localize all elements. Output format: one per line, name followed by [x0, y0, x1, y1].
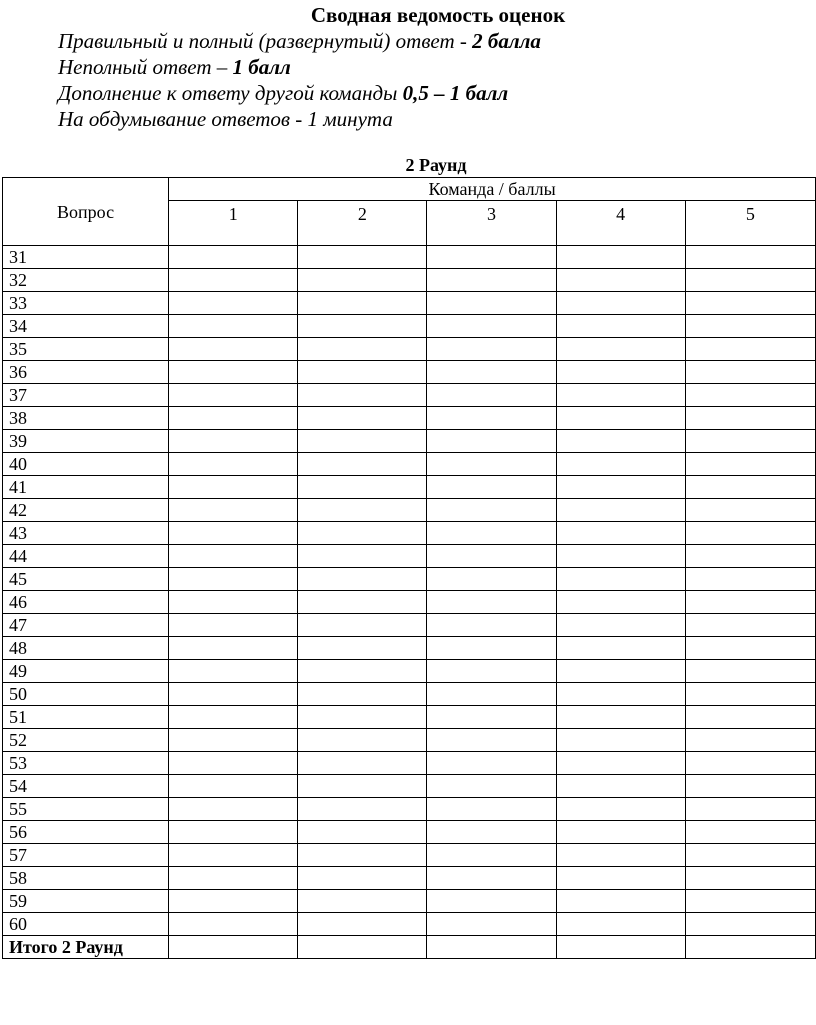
round-title: 2 Раунд	[405, 155, 467, 175]
score-cell[interactable]	[427, 752, 556, 775]
question-number: 50	[3, 683, 169, 706]
score-cell[interactable]	[685, 568, 815, 591]
score-cell[interactable]	[169, 752, 298, 775]
total-label: Итого 2 Раунд	[3, 936, 169, 959]
table-row	[3, 798, 816, 821]
score-cell[interactable]	[556, 568, 685, 591]
score-cell[interactable]	[556, 844, 685, 867]
score-cell[interactable]	[298, 890, 427, 913]
score-cell[interactable]	[427, 568, 556, 591]
table-row	[3, 545, 816, 568]
rule-line: На обдумывание ответов - 1 минута	[58, 107, 393, 131]
score-cell[interactable]	[685, 614, 815, 637]
table-row	[3, 315, 816, 338]
score-cell[interactable]	[298, 821, 427, 844]
score-cell[interactable]	[169, 269, 298, 292]
score-cell[interactable]	[556, 269, 685, 292]
score-cell[interactable]	[169, 637, 298, 660]
score-cell[interactable]	[427, 890, 556, 913]
score-cell[interactable]	[556, 476, 685, 499]
table-row	[3, 522, 816, 545]
score-cell[interactable]	[298, 936, 427, 959]
score-cell[interactable]	[685, 775, 815, 798]
table-row	[3, 775, 816, 798]
table-row	[3, 614, 816, 637]
score-cell[interactable]	[685, 936, 815, 959]
question-number: 38	[3, 407, 169, 430]
score-cell[interactable]	[685, 660, 815, 683]
score-cell[interactable]	[427, 499, 556, 522]
table-row	[3, 292, 816, 315]
score-cell[interactable]	[685, 315, 815, 338]
team-number-header: 2	[298, 201, 427, 246]
team-number-header: 4	[556, 201, 685, 246]
question-number: 54	[3, 775, 169, 798]
score-cell[interactable]	[556, 936, 685, 959]
score-cell[interactable]	[427, 913, 556, 936]
score-cell[interactable]	[169, 591, 298, 614]
table-row	[3, 384, 816, 407]
score-cell[interactable]	[685, 361, 815, 384]
score-cell[interactable]	[685, 890, 815, 913]
score-cell[interactable]	[298, 614, 427, 637]
table-row	[3, 660, 816, 683]
table-row	[3, 361, 816, 384]
score-cell[interactable]	[427, 683, 556, 706]
question-number: 57	[3, 844, 169, 867]
score-cell[interactable]	[427, 660, 556, 683]
score-cell[interactable]	[556, 407, 685, 430]
score-cell[interactable]	[169, 453, 298, 476]
score-cell[interactable]	[556, 637, 685, 660]
score-cell[interactable]	[169, 729, 298, 752]
score-cell[interactable]	[298, 844, 427, 867]
score-cell[interactable]	[169, 614, 298, 637]
score-cell[interactable]	[298, 660, 427, 683]
score-cell[interactable]	[556, 453, 685, 476]
score-cell[interactable]	[685, 246, 815, 269]
table-row	[3, 568, 816, 591]
score-cell[interactable]	[298, 913, 427, 936]
score-cell[interactable]	[169, 407, 298, 430]
table-row	[3, 844, 816, 867]
score-cell[interactable]	[427, 821, 556, 844]
score-cell[interactable]	[685, 407, 815, 430]
score-cell[interactable]	[169, 775, 298, 798]
score-cell[interactable]	[685, 338, 815, 361]
score-cell[interactable]	[556, 660, 685, 683]
score-cell[interactable]	[556, 913, 685, 936]
score-cell[interactable]	[298, 752, 427, 775]
score-cell[interactable]	[556, 522, 685, 545]
question-number: 34	[3, 315, 169, 338]
score-cell[interactable]	[685, 292, 815, 315]
question-number: 39	[3, 430, 169, 453]
score-cell[interactable]	[556, 499, 685, 522]
rule-line: Неполный ответ – 1 балл	[58, 55, 291, 79]
score-cell[interactable]	[427, 292, 556, 315]
score-cell[interactable]	[556, 775, 685, 798]
question-number: 33	[3, 292, 169, 315]
score-cell[interactable]	[298, 568, 427, 591]
question-column-header: Вопрос	[3, 178, 169, 246]
question-number: 53	[3, 752, 169, 775]
score-cell[interactable]	[556, 545, 685, 568]
question-number: 60	[3, 913, 169, 936]
table-row	[3, 637, 816, 660]
score-cell[interactable]	[298, 407, 427, 430]
score-cell[interactable]	[169, 683, 298, 706]
page-title: Сводная ведомость оценок	[310, 3, 566, 27]
score-cell[interactable]	[298, 591, 427, 614]
score-cell[interactable]	[427, 407, 556, 430]
score-cell[interactable]	[685, 476, 815, 499]
score-cell[interactable]	[427, 476, 556, 499]
question-number: 43	[3, 522, 169, 545]
score-cell[interactable]	[169, 545, 298, 568]
table-row	[3, 683, 816, 706]
table-row	[3, 729, 816, 752]
score-cell[interactable]	[685, 844, 815, 867]
question-number: 59	[3, 890, 169, 913]
question-number: 51	[3, 706, 169, 729]
score-cell[interactable]	[556, 361, 685, 384]
score-cell[interactable]	[169, 706, 298, 729]
total-row	[3, 936, 816, 959]
score-cell[interactable]	[685, 706, 815, 729]
question-number: 48	[3, 637, 169, 660]
table-row	[3, 821, 816, 844]
score-cell[interactable]	[169, 890, 298, 913]
score-cell[interactable]	[685, 384, 815, 407]
score-cell[interactable]	[556, 798, 685, 821]
score-cell[interactable]	[685, 545, 815, 568]
score-cell[interactable]	[169, 522, 298, 545]
score-cell[interactable]	[685, 821, 815, 844]
score-cell[interactable]	[556, 246, 685, 269]
question-number: 55	[3, 798, 169, 821]
question-number: 52	[3, 729, 169, 752]
score-cell[interactable]	[685, 867, 815, 890]
score-cell[interactable]	[298, 246, 427, 269]
score-cell[interactable]	[298, 453, 427, 476]
score-cell[interactable]	[427, 844, 556, 867]
score-cell[interactable]	[685, 269, 815, 292]
score-cell[interactable]	[169, 913, 298, 936]
table-row	[3, 890, 816, 913]
question-number: 31	[3, 246, 169, 269]
question-number: 56	[3, 821, 169, 844]
score-cell[interactable]	[298, 315, 427, 338]
score-cell[interactable]	[298, 361, 427, 384]
question-number: 36	[3, 361, 169, 384]
score-cell[interactable]	[298, 798, 427, 821]
score-cell[interactable]	[169, 384, 298, 407]
question-number: 58	[3, 867, 169, 890]
question-number: 42	[3, 499, 169, 522]
score-cell[interactable]	[685, 637, 815, 660]
table-row	[3, 430, 816, 453]
score-cell[interactable]	[556, 338, 685, 361]
score-cell[interactable]	[685, 453, 815, 476]
question-number: 46	[3, 591, 169, 614]
score-table	[2, 177, 816, 959]
score-cell[interactable]	[169, 936, 298, 959]
score-cell[interactable]	[556, 752, 685, 775]
score-cell[interactable]	[427, 545, 556, 568]
score-cell[interactable]	[169, 361, 298, 384]
score-cell[interactable]	[685, 683, 815, 706]
table-row	[3, 752, 816, 775]
rule-line: Правильный и полный (развернутый) ответ - 2 балла	[58, 29, 541, 53]
table-row	[3, 476, 816, 499]
score-cell[interactable]	[685, 752, 815, 775]
score-cell[interactable]	[298, 867, 427, 890]
score-cell[interactable]	[427, 798, 556, 821]
score-cell[interactable]	[169, 430, 298, 453]
score-cell[interactable]	[427, 453, 556, 476]
score-cell[interactable]	[427, 338, 556, 361]
score-cell[interactable]	[298, 292, 427, 315]
score-cell[interactable]	[298, 706, 427, 729]
score-cell[interactable]	[298, 476, 427, 499]
score-cell[interactable]	[427, 315, 556, 338]
score-cell[interactable]	[169, 821, 298, 844]
score-cell[interactable]	[169, 568, 298, 591]
score-cell[interactable]	[169, 867, 298, 890]
score-cell[interactable]	[298, 338, 427, 361]
table-row	[3, 591, 816, 614]
score-cell[interactable]	[556, 706, 685, 729]
score-cell[interactable]	[556, 384, 685, 407]
score-cell[interactable]	[427, 729, 556, 752]
question-number: 47	[3, 614, 169, 637]
score-cell[interactable]	[169, 292, 298, 315]
score-cell[interactable]	[427, 936, 556, 959]
score-cell[interactable]	[427, 522, 556, 545]
score-cell[interactable]	[427, 269, 556, 292]
score-cell[interactable]	[556, 591, 685, 614]
score-cell[interactable]	[556, 315, 685, 338]
score-cell[interactable]	[298, 430, 427, 453]
table-row	[3, 246, 816, 269]
score-cell[interactable]	[685, 913, 815, 936]
score-cell[interactable]	[298, 637, 427, 660]
question-number: 45	[3, 568, 169, 591]
score-cell[interactable]	[556, 683, 685, 706]
score-cell[interactable]	[169, 798, 298, 821]
score-cell[interactable]	[298, 384, 427, 407]
score-cell[interactable]	[685, 522, 815, 545]
score-cell[interactable]	[427, 614, 556, 637]
score-cell[interactable]	[298, 269, 427, 292]
question-number: 41	[3, 476, 169, 499]
table-row	[3, 499, 816, 522]
table-row	[3, 269, 816, 292]
score-cell[interactable]	[556, 614, 685, 637]
score-cell[interactable]	[298, 729, 427, 752]
team-number-header: 1	[169, 201, 298, 246]
question-number: 44	[3, 545, 169, 568]
score-cell[interactable]	[298, 683, 427, 706]
score-cell[interactable]	[298, 775, 427, 798]
score-cell[interactable]	[298, 522, 427, 545]
scoring-rules	[58, 28, 541, 132]
score-cell[interactable]	[427, 867, 556, 890]
score-cell[interactable]	[169, 476, 298, 499]
score-cell[interactable]	[427, 430, 556, 453]
score-cell[interactable]	[427, 775, 556, 798]
score-cell[interactable]	[298, 499, 427, 522]
score-cell[interactable]	[685, 729, 815, 752]
score-cell[interactable]	[169, 338, 298, 361]
table-row	[3, 338, 816, 361]
score-cell[interactable]	[685, 430, 815, 453]
score-cell[interactable]	[556, 821, 685, 844]
question-number: 35	[3, 338, 169, 361]
score-cell[interactable]	[298, 545, 427, 568]
question-number: 49	[3, 660, 169, 683]
score-cell[interactable]	[169, 844, 298, 867]
score-cell[interactable]	[169, 246, 298, 269]
score-cell[interactable]	[169, 499, 298, 522]
question-number: 40	[3, 453, 169, 476]
table-row	[3, 407, 816, 430]
score-cell[interactable]	[427, 384, 556, 407]
score-cell[interactable]	[427, 246, 556, 269]
score-cell[interactable]	[427, 591, 556, 614]
team-score-header: Команда / баллы	[169, 178, 816, 201]
score-cell[interactable]	[556, 430, 685, 453]
rule-line: Дополнение к ответу другой команды 0,5 – 1 балл	[58, 81, 509, 105]
question-number: 37	[3, 384, 169, 407]
question-number: 32	[3, 269, 169, 292]
table-row	[3, 867, 816, 890]
score-cell[interactable]	[556, 729, 685, 752]
score-cell[interactable]	[169, 660, 298, 683]
score-cell[interactable]	[427, 637, 556, 660]
score-cell[interactable]	[685, 798, 815, 821]
table-row	[3, 913, 816, 936]
score-cell[interactable]	[169, 315, 298, 338]
team-number-header: 3	[427, 201, 556, 246]
team-number-header: 5	[685, 201, 815, 246]
score-cell[interactable]	[685, 591, 815, 614]
score-cell[interactable]	[685, 499, 815, 522]
table-row	[3, 706, 816, 729]
score-cell[interactable]	[556, 867, 685, 890]
score-cell[interactable]	[427, 706, 556, 729]
score-cell[interactable]	[556, 890, 685, 913]
table-row	[3, 453, 816, 476]
score-cell[interactable]	[427, 361, 556, 384]
score-cell[interactable]	[556, 292, 685, 315]
